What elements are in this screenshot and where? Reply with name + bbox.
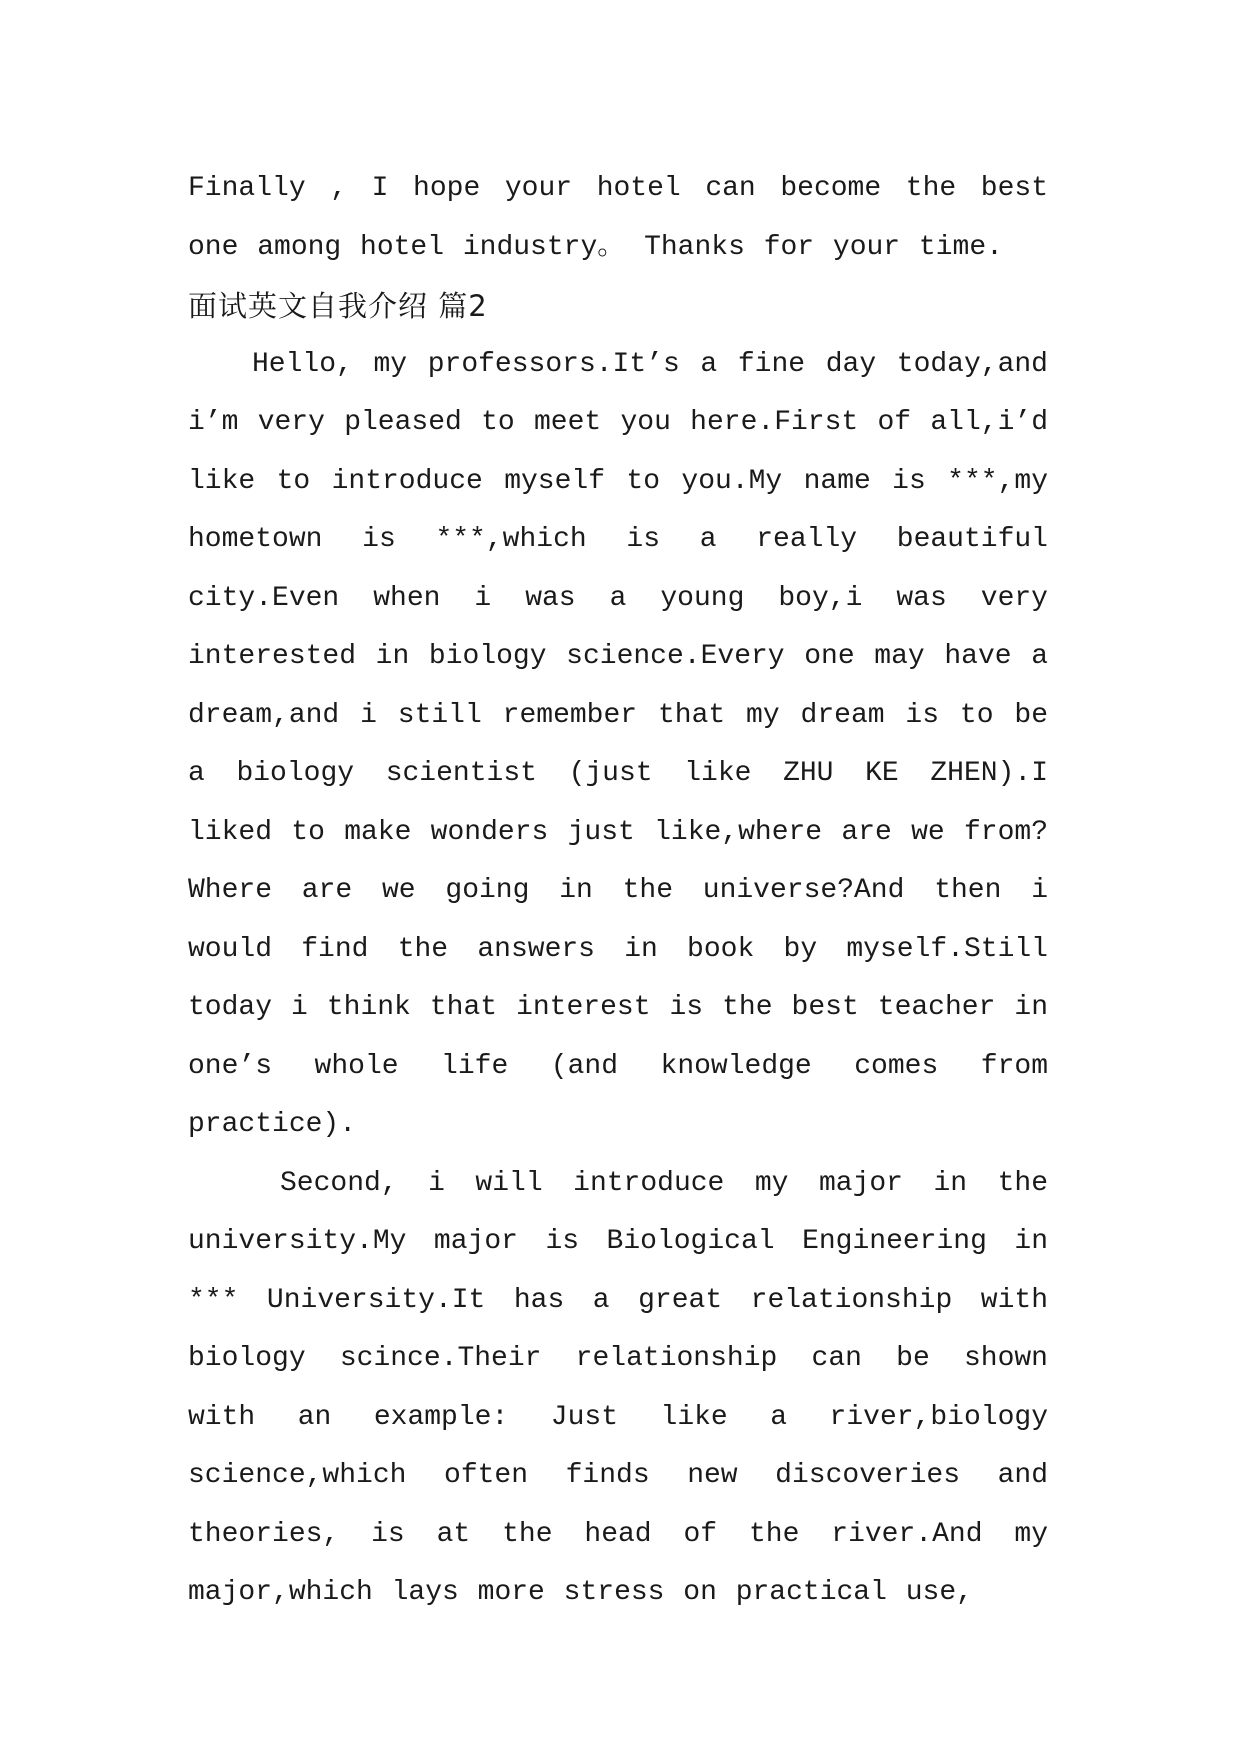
- body-paragraph-2: Second, i will introduce my major in the university.My major is Biological Engineering in *** University.It has a great relationship with biology scince.Their relationship can be shown with an example: Just like a river,biology science,which often finds new discoveries and theories, is at the head of the river.And my major,which lays more stress on practical use,: [188, 1167, 1048, 1608]
- body-paragraph-1: Hello, my professors.It’s a fine day today,and i’m very pleased to meet you here.First of all,i’d like to introduce myself to you.My name is ***,my hometown is ***,which is a really beautiful city.Even when i was a young boy,i was very interested in biology science.Every one may have a dream,and i still remember that my dream is to be a biology scientist (just like ZHU KE ZHEN).I liked to make wonders just like,where are we from?Where are we going in the universe?And then i would find the answers in book by myself.Still today i think that interest is the best teacher in one’s whole life (and knowledge comes from practice).: [188, 348, 1048, 1140]
- document-body: [188, 160, 1048, 1623]
- section-heading: 面试英文自我介绍 篇2: [188, 289, 488, 323]
- closing-paragraph: Finally , I hope your hotel can become the best one among hotel industry。 Thanks for your time.: [188, 173, 1048, 263]
